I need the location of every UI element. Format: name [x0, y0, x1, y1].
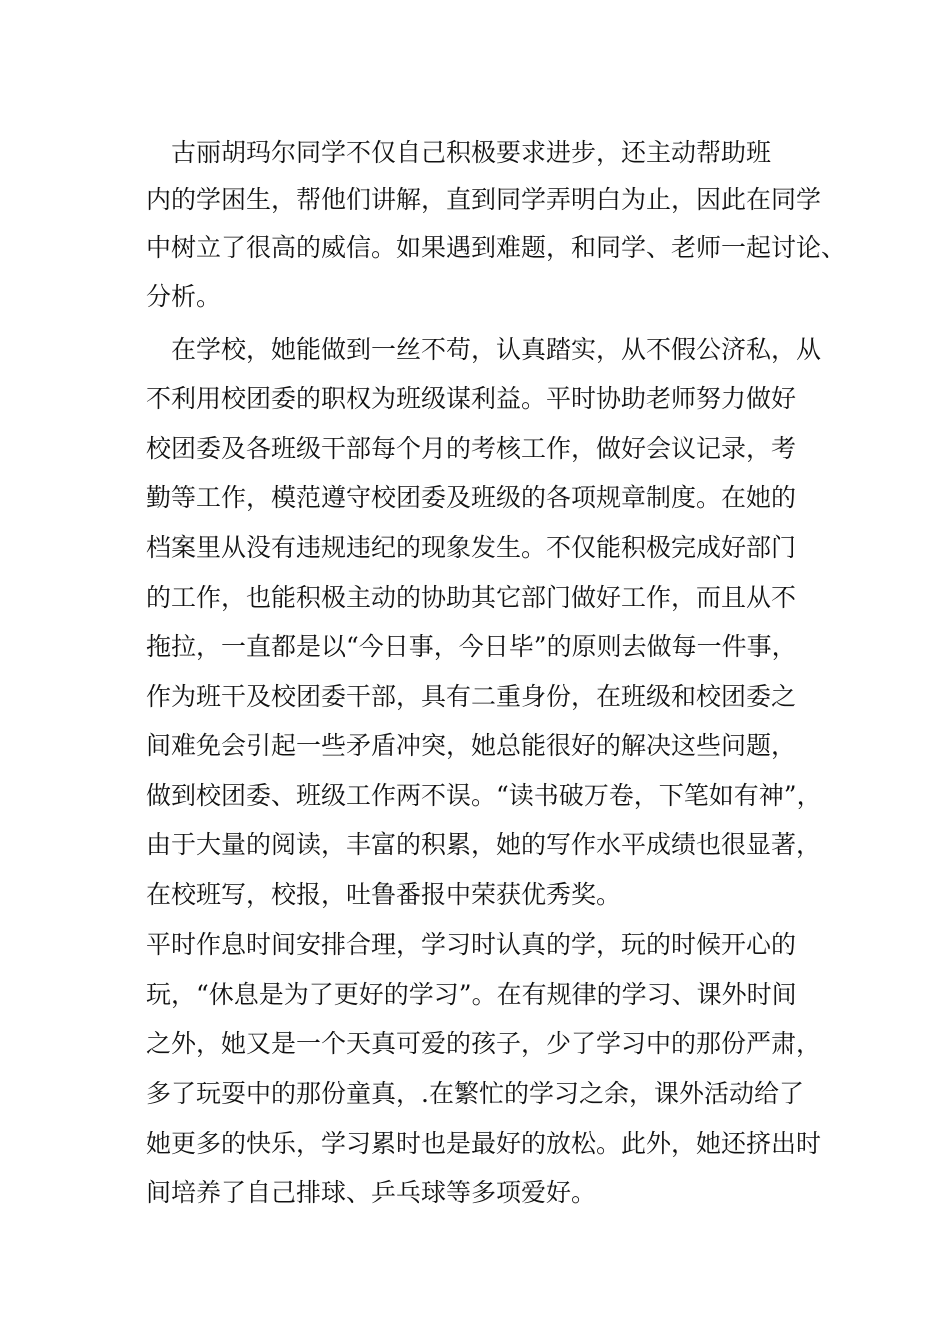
paragraph-2-line-10: 做到校团委、班级工作两不误。“读书破万卷，下笔如有神”，	[146, 781, 822, 810]
paragraph-3-line-4: 多了玩耍中的那份童真，.在繁忙的学习之余，课外活动给了	[146, 1079, 804, 1108]
paragraph-1-line-2: 内的学困生，帮他们讲解，直到同学弄明白为止，因此在同学	[146, 185, 822, 214]
paragraph-2-line-3: 校团委及各班级干部每个月的考核工作，做好会议记录，考	[146, 434, 797, 463]
paragraph-3-line-2: 玩，“休息是为了更好的学习”。在有规律的学习、课外时间	[146, 980, 797, 1009]
paragraph-1-line-3: 中树立了很高的威信。如果遇到难题，和同学、老师一起讨论、	[146, 233, 847, 262]
paragraph-2-line-9: 间难免会引起一些矛盾冲突，她总能很好的解决这些问题，	[146, 731, 797, 760]
paragraph-2-line-8: 作为班干及校团委干部，具有二重身份，在班级和校团委之	[146, 682, 797, 711]
paragraph-1-line-4: 分析。	[146, 282, 222, 311]
paragraph-2-line-2: 不利用校团委的职权为班级谋利益。平时协助老师努力做好	[146, 384, 797, 413]
paragraph-2-line-1: 在学校，她能做到一丝不苟，认真踏实，从不假公济私，从	[146, 335, 822, 364]
paragraph-2-line-7: 拖拉，一直都是以“今日事，今日毕”的原则去做每一件事，	[146, 632, 797, 661]
paragraph-3-line-1: 平时作息时间安排合理，学习时认真的学，玩的时候开心的	[146, 930, 797, 959]
paragraph-3-line-6: 间培养了自己排球、乒乓球等多项爱好。	[146, 1178, 597, 1207]
paragraph-2-line-6: 的工作，也能积极主动的协助其它部门做好工作，而且从不	[146, 583, 797, 612]
paragraph-3-line-3: 之外，她又是一个天真可爱的孩子，少了学习中的那份严肃，	[146, 1029, 822, 1058]
paragraph-2-line-11: 由于大量的阅读，丰富的积累，她的写作水平成绩也很显著，	[146, 830, 822, 859]
paragraph-2-line-5: 档案里从没有违规违纪的现象发生。不仅能积极完成好部门	[146, 533, 797, 562]
paragraph-2-line-4: 勤等工作，模范遵守校团委及班级的各项规章制度。在她的	[146, 483, 797, 512]
paragraph-3-line-5: 她更多的快乐，学习累时也是最好的放松。此外，她还挤出时	[146, 1129, 822, 1158]
paragraph-2-line-12: 在校班写，校报，吐鲁番报中荣获优秀奖。	[146, 880, 622, 909]
paragraph-1-line-1: 古丽胡玛尔同学不仅自己积极要求进步，还主动帮助班	[146, 138, 772, 167]
